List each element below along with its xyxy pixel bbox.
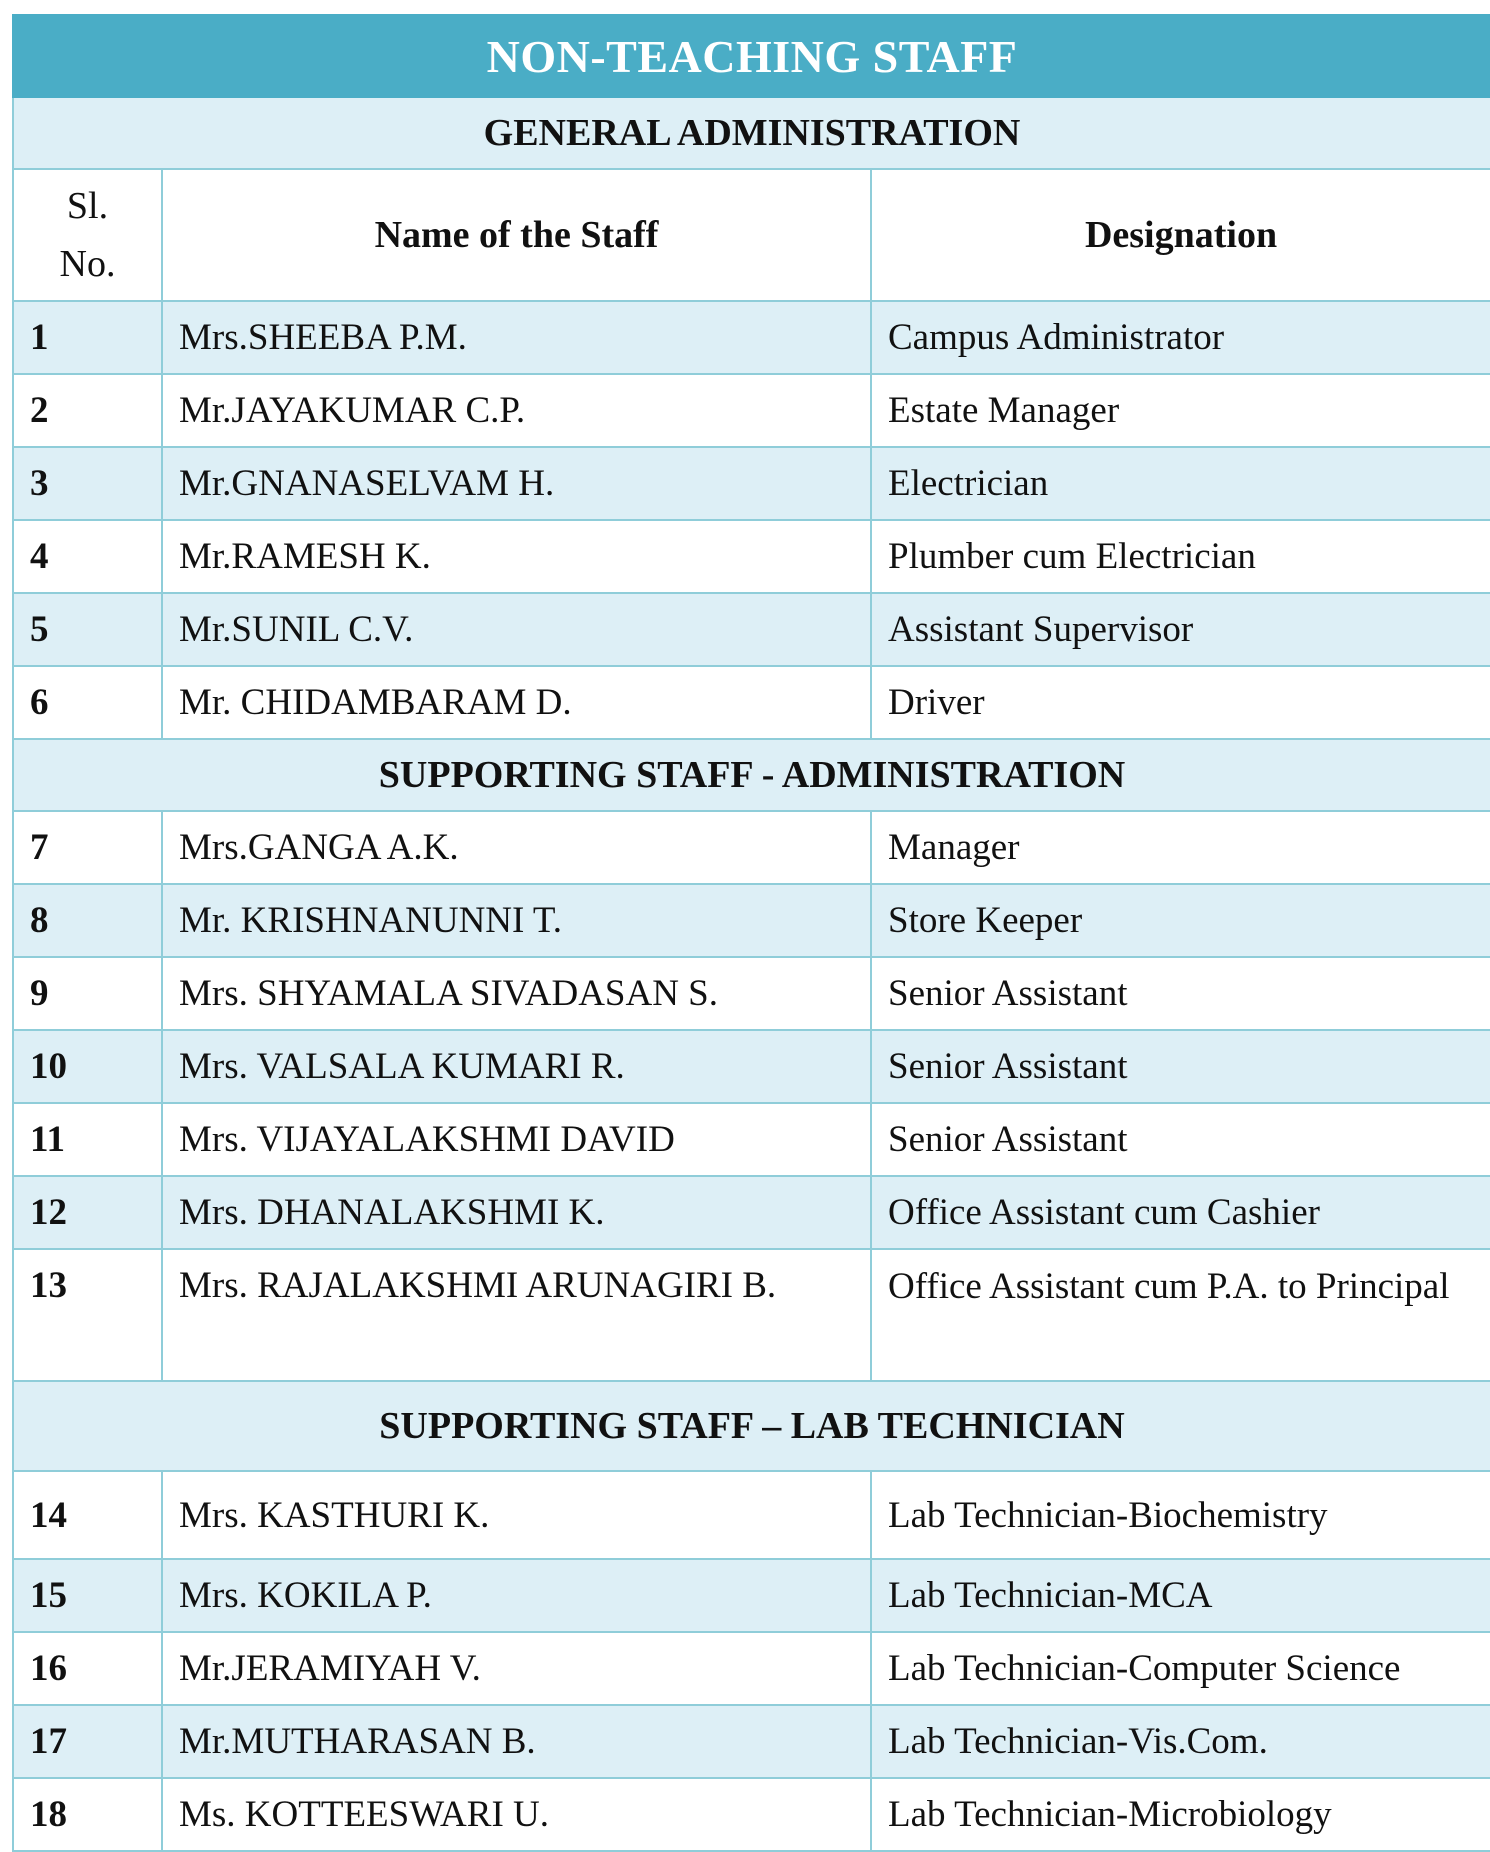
table-row	[13, 811, 1490, 884]
staff-designation: Electrician	[871, 447, 1490, 520]
staff-name: Mrs.SHEEBA P.M.	[162, 301, 871, 374]
table-row	[13, 1030, 1490, 1103]
table-row	[13, 1471, 1490, 1559]
table-row	[13, 884, 1490, 957]
column-header-sl-line2: No.	[59, 243, 116, 285]
staff-name: Mr. KRISHNANUNNI T.	[162, 884, 871, 957]
row-number: 2	[13, 374, 162, 447]
staff-designation: Manager	[871, 811, 1490, 884]
section-heading-supporting-administration: SUPPORTING STAFF - ADMINISTRATION	[13, 739, 1490, 811]
table-row	[13, 1559, 1490, 1632]
table-row	[13, 1778, 1490, 1851]
staff-designation: Senior Assistant	[871, 1030, 1490, 1103]
staff-designation: Office Assistant cum Cashier	[871, 1176, 1490, 1249]
table-row	[13, 447, 1490, 520]
section-heading-lab-technician: SUPPORTING STAFF – LAB TECHNICIAN	[13, 1381, 1490, 1471]
table-row	[13, 301, 1490, 374]
staff-name: Mr.JERAMIYAH V.	[162, 1632, 871, 1705]
staff-designation: Lab Technician-Computer Science	[871, 1632, 1490, 1705]
staff-name: Mrs. DHANALAKSHMI K.	[162, 1176, 871, 1249]
staff-designation: Driver	[871, 666, 1490, 739]
section-heading-row	[13, 739, 1490, 811]
staff-name: Mrs.GANGA A.K.	[162, 811, 871, 884]
table-row	[13, 520, 1490, 593]
table-row	[13, 1103, 1490, 1176]
staff-name: Mrs. VALSALA KUMARI R.	[162, 1030, 871, 1103]
row-number: 7	[13, 811, 162, 884]
table-row	[13, 1176, 1490, 1249]
row-number: 3	[13, 447, 162, 520]
row-number: 5	[13, 593, 162, 666]
staff-designation: Plumber cum Electrician	[871, 520, 1490, 593]
row-number: 14	[13, 1471, 162, 1559]
staff-name: Mr.RAMESH K.	[162, 520, 871, 593]
row-number: 16	[13, 1632, 162, 1705]
row-number: 17	[13, 1705, 162, 1778]
table-row	[13, 593, 1490, 666]
staff-designation: Estate Manager	[871, 374, 1490, 447]
staff-designation: Campus Administrator	[871, 301, 1490, 374]
row-number: 10	[13, 1030, 162, 1103]
staff-designation: Senior Assistant	[871, 957, 1490, 1030]
staff-name: Mr. CHIDAMBARAM D.	[162, 666, 871, 739]
row-number: 9	[13, 957, 162, 1030]
staff-name: Mr.GNANASELVAM H.	[162, 447, 871, 520]
row-number: 6	[13, 666, 162, 739]
staff-designation: Lab Technician-MCA	[871, 1559, 1490, 1632]
row-number: 12	[13, 1176, 162, 1249]
row-number: 11	[13, 1103, 162, 1176]
column-header-designation: Designation	[871, 169, 1490, 301]
row-number: 8	[13, 884, 162, 957]
staff-name: Mr.MUTHARASAN B.	[162, 1705, 871, 1778]
staff-document	[12, 14, 1490, 1852]
table-row	[13, 957, 1490, 1030]
staff-name: Mrs. KASTHURI K.	[162, 1471, 871, 1559]
staff-name: Ms. KOTTEESWARI U.	[162, 1778, 871, 1851]
column-header-sl-line1: Sl.	[66, 185, 109, 227]
row-number: 4	[13, 520, 162, 593]
section-heading-general-administration: GENERAL ADMINISTRATION	[13, 97, 1490, 169]
staff-name: Mrs. KOKILA P.	[162, 1559, 871, 1632]
section-heading-row	[13, 97, 1490, 169]
section-heading-row	[13, 1381, 1490, 1471]
staff-designation: Lab Technician-Microbiology	[871, 1778, 1490, 1851]
column-header-row	[13, 169, 1490, 301]
table-row	[13, 666, 1490, 739]
column-header-sl-no	[13, 169, 162, 301]
staff-name: Mr.JAYAKUMAR C.P.	[162, 374, 871, 447]
staff-designation: Lab Technician-Vis.Com.	[871, 1705, 1490, 1778]
staff-name: Mr.SUNIL C.V.	[162, 593, 871, 666]
staff-name: Mrs. SHYAMALA SIVADASAN S.	[162, 957, 871, 1030]
table-row	[13, 1249, 1490, 1381]
staff-designation: Senior Assistant	[871, 1103, 1490, 1176]
column-header-name: Name of the Staff	[162, 169, 871, 301]
row-number: 15	[13, 1559, 162, 1632]
staff-table	[12, 14, 1490, 1852]
table-row	[13, 374, 1490, 447]
page-title: NON-TEACHING STAFF	[13, 15, 1490, 97]
row-number: 18	[13, 1778, 162, 1851]
staff-name: Mrs. RAJALAKSHMI ARUNAGIRI B.	[162, 1249, 871, 1381]
staff-designation: Store Keeper	[871, 884, 1490, 957]
table-row	[13, 1632, 1490, 1705]
staff-designation: Office Assistant cum P.A. to Principal	[871, 1249, 1490, 1381]
table-row	[13, 1705, 1490, 1778]
staff-designation: Lab Technician-Biochemistry	[871, 1471, 1490, 1559]
staff-designation: Assistant Supervisor	[871, 593, 1490, 666]
row-number: 1	[13, 301, 162, 374]
staff-name: Mrs. VIJAYALAKSHMI DAVID	[162, 1103, 871, 1176]
title-row	[13, 15, 1490, 97]
row-number: 13	[13, 1249, 162, 1381]
